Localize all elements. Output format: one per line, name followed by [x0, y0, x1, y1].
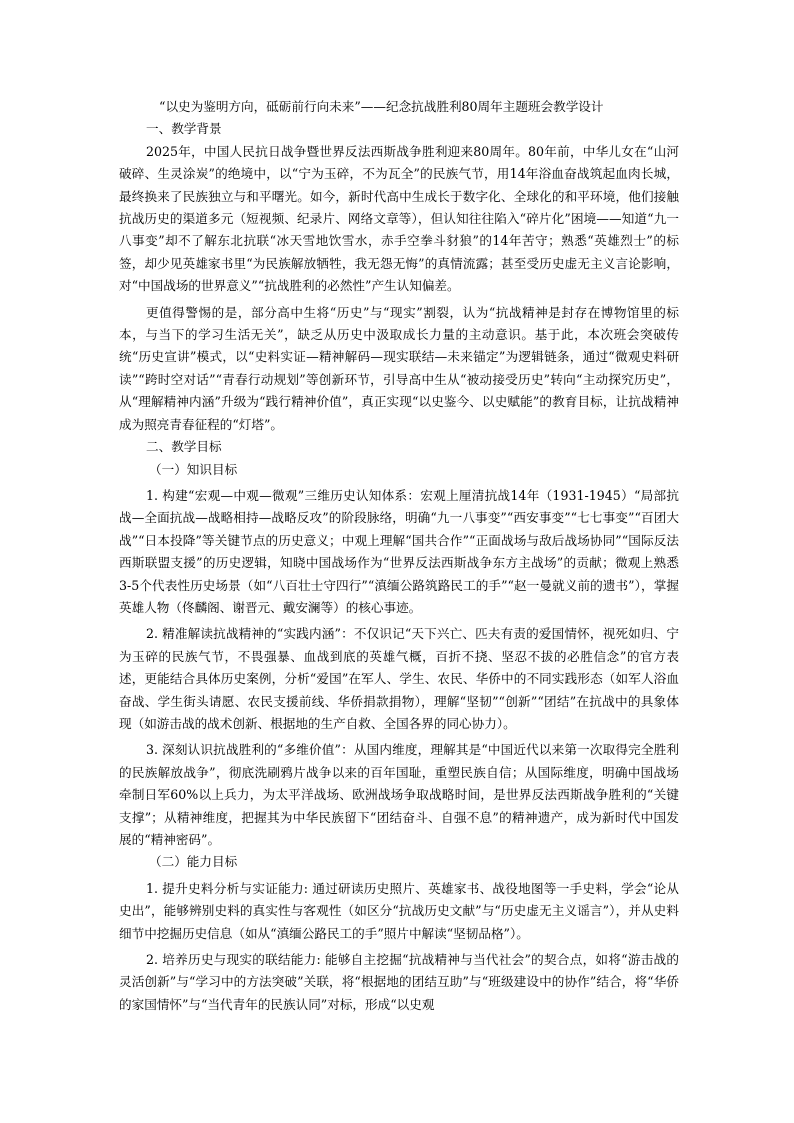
ability-goal-1: 1. 提升史料分析与实证能力: 通过研读历史照片、英雄家书、战役地图等一手史料，学会“论从史出”，能够辨别史料的真实性与客观性（如区分“抗战历史文献”与“历史虚无主义谣言”），并从史料细节中挖掘历史信息（如从“滇缅公路民工的手”照片中解读“坚韧品格”）。 [119, 880, 679, 941]
knowledge-goal-2: 2. 精准解读抗战精神的“实践内涵”：不仅识记“天下兴亡、匹夫有责的爱国情怀，视死如归、宁为玉碎的民族气节，不畏强暴、血战到底的英雄气概，百折不挠、坚忍不拔的必胜信念”的官方表述，更能结合具体历史案例，分析“爱国”在军人、学生、农民、华侨中的不同实践形态（如军人浴血奋战、学生街头请愿、农民支援前线、华侨捐款捐物），理解“坚韧”“创新”“团结”在抗战中的具象体现（如游击战的战术创新、根据地的生产自救、全国各界的同心协力）。 [119, 626, 679, 731]
knowledge-goal-1: 1. 构建“宏观—中观—微观”三维历史认知体系：宏观上厘清抗战14年（1931-1945）“局部抗战—全面抗战—战略相持—战略反攻”的阶段脉络，明确“九一八事变”“西安事变”“七七事变”“百团大战”“日本投降”等关键节点的历史意义；中观上理解“国共合作”“正面战场与敌后战场协同”“国际反法西斯联盟支援”的历史逻辑，知晓中国战场作为“世界反法西斯战争东方主战场”的贡献；微观上熟悉3-5个代表性历史场景（如“八百壮士守四行”“滇缅公路筑路民工的手”“赵一曼就义前的遗书”），掌握英雄人物（佟麟阁、谢晋元、戴安澜等）的核心事迹。 [119, 487, 679, 615]
document-title: “以史为鉴明方向，砥砺前行向未来”——纪念抗战胜利80周年主题班会教学设计 [159, 99, 604, 114]
background-paragraph-1: 2025年，中国人民抗日战争暨世界反法西斯战争胜利迎来80周年。80年前，中华儿女在“山河破碎、生灵涂炭”的绝境中，以“宁为玉碎，不为瓦全”的民族气节，用14年浴血奋战筑起血肉长城，最终换来了民族独立与和平曙光。如今，新时代高中生成长于数字化、全球化的和平环境，他们接触抗战历史的渠道多元（短视频、纪录片、网络文章等），但认知往往陷入“碎片化”困境——知道“九一八事变”却不了解东北抗联“冰天雪地饮雪水，赤手空拳斗豺狼”的14年苦守；熟悉“英雄烈士”的标签，却少见英雄家书里“为民族解放牺牲，我无怨无悔”的真情流露；甚至受历史虚无主义言论影响，对“中国战场的世界意义”“抗战胜利的必然性”产生认知偏差。 [119, 143, 679, 294]
knowledge-goal-3: 3. 深刻认识抗战胜利的“多维价值”：从国内维度，理解其是“中国近代以来第一次取得完全胜利的民族解放战争”，彻底洗刷鸦片战争以来的百年国耻，重塑民族自信；从国际维度，明确中国战场牵制日军60%以上兵力，为太平洋战场、欧洲战场争取战略时间，是世界反法西斯战争胜利的“关键支撑”；从精神维度，把握其为中华民族留下“团结奋斗、自强不息”的精神遗产，成为新时代中国发展的“精神密码”。 [119, 742, 679, 847]
subheading-ability-goals: （二）能力目标 [149, 854, 238, 870]
subheading-knowledge-goals: （一）知识目标 [149, 461, 238, 477]
section-heading-background: 一、教学背景 [146, 121, 222, 137]
section-heading-goals: 二、教学目标 [146, 439, 222, 455]
ability-goal-2: 2. 培养历史与现实的联结能力: 能够自主挖掘“抗战精神与当代社会”的契合点，如将“游击战的灵活创新”与“学习中的方法突破”关联，将“根据地的团结互助”与“班级建设中的协作”结合，将“华侨的家国情怀”与“当代青年的民族认同”对标，形成“以史观 [119, 952, 679, 1012]
background-paragraph-2: 更值得警惕的是，部分高中生将“历史”与“现实”割裂，认为“抗战精神是封存在博物馆里的标本，与当下的学习生活无关”，缺乏从历史中汲取成长力量的主动意识。基于此，本次班会突破传统“历史宣讲”模式，以“史料实证—精神解码—现实联结—未来锚定”为逻辑链条，通过“微观史料研读”“跨时空对话”“青春行动规划”等创新环节，引导高中生从“被动接受历史”转向“主动探究历史”，从“理解精神内涵”升级为“践行精神价值”，真正实现“以史鉴今、以史赋能”的教育目标，让抗战精神成为照亮青春征程的“灯塔”。 [119, 304, 679, 432]
document-page [119, 96, 679, 1016]
